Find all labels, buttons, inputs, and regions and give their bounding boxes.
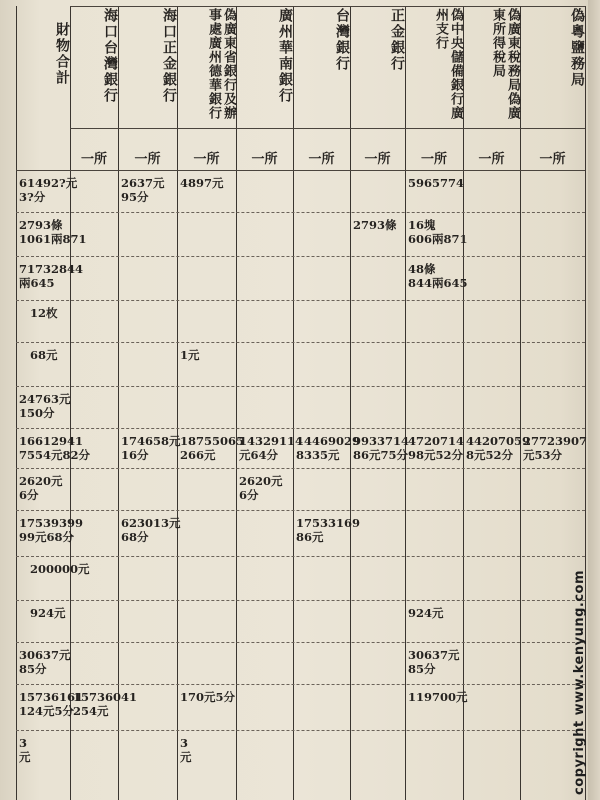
- total-cell: 2793條 1061兩871: [19, 218, 87, 246]
- row-rule: [16, 556, 585, 557]
- branch-count-haikou_taiwan: 一所: [80, 152, 107, 167]
- table-cell: 9933714 86元75分: [353, 434, 410, 462]
- total-cell: 30637元 85分: [19, 648, 71, 676]
- column-header-shokin_bank: 正金銀行: [389, 8, 405, 72]
- total-cell: 17539399 99元68分: [19, 516, 84, 544]
- total-cell: 2620元 6分: [19, 474, 63, 502]
- table-cell: 170元5分: [180, 690, 236, 704]
- table-cell: 18755065 266元: [180, 434, 245, 462]
- branch-count-shokin_bank: 一所: [364, 152, 391, 167]
- column-header-salt_bureau: 偽粵鹽務局: [569, 8, 585, 88]
- column-header-central_reserve: 偽中央儲備銀行廣州支行: [433, 8, 463, 120]
- branch-count-taiwan_bank: 一所: [308, 152, 335, 167]
- column-rule: [118, 6, 119, 800]
- row-rule: [16, 170, 585, 171]
- table-cell: 174658元 16分: [121, 434, 181, 462]
- total-cell: 15736161 124元5分: [19, 690, 84, 718]
- total-cell: 16612941 7554元82分: [19, 434, 91, 462]
- table-cell: 27723907 元53分: [523, 434, 588, 462]
- branch-count-salt_bureau: 一所: [539, 152, 566, 167]
- table-cell: 119700元: [408, 690, 468, 704]
- column-rule: [177, 6, 178, 800]
- column-rule: [405, 6, 406, 800]
- row-rule: [16, 684, 585, 685]
- column-header-tax_bureau: 偽廣東稅務局偽廣東所得稅局: [490, 8, 520, 120]
- column-header-haikou_shokin: 海口正金銀行: [161, 8, 177, 104]
- table-cell: 15736041 254元: [73, 690, 138, 718]
- table-cell: 1元: [180, 348, 200, 362]
- table-cell: 2620元 6分: [239, 474, 283, 502]
- total-cell: 61492?元 3?分: [19, 176, 78, 204]
- branch-count-guangzhou_huanan: 一所: [251, 152, 278, 167]
- copyright-watermark: copyright www.kenyung.com: [572, 569, 587, 795]
- total-cell: 12枚: [30, 306, 58, 320]
- column-rule: [463, 6, 464, 800]
- table-cell: 30637元 85分: [408, 648, 460, 676]
- column-header-taiwan_bank: 台灣銀行: [334, 8, 350, 72]
- total-cell: 68元: [30, 348, 58, 362]
- row-rule: [16, 730, 585, 731]
- branch-count-tax_bureau: 一所: [478, 152, 505, 167]
- table-cell: 5965774: [408, 176, 465, 190]
- total-cell: 3 元: [19, 736, 31, 764]
- column-rule: [350, 6, 351, 800]
- table-cell: 2793條: [353, 218, 397, 232]
- column-rule: [293, 6, 294, 800]
- total-cell: 71732844 兩645: [19, 262, 84, 290]
- row-rule: [16, 386, 585, 387]
- total-cell: 24763元 150分: [19, 392, 71, 420]
- row-rule: [16, 300, 585, 301]
- table-cell: 14329114 元64分: [239, 434, 304, 462]
- top-rule: [70, 6, 585, 7]
- row-rule: [16, 212, 585, 213]
- row-rule: [16, 428, 585, 429]
- table-cell: 17533169 86元: [296, 516, 361, 544]
- table-cell: 924元: [408, 606, 444, 620]
- row-rule: [16, 510, 585, 511]
- column-rule: [520, 6, 521, 800]
- table-cell: 48條 844兩645: [408, 262, 468, 290]
- branch-count-haikou_shokin: 一所: [134, 152, 161, 167]
- column-header-haikou_taiwan: 海口台灣銀行: [102, 8, 118, 104]
- header-rule: [70, 128, 585, 129]
- table-cell: 3 元: [180, 736, 192, 764]
- table-cell: 44207059 8元52分: [466, 434, 531, 462]
- row-rule: [16, 342, 585, 343]
- row-rule: [16, 468, 585, 469]
- table-cell: 2637元 95分: [121, 176, 165, 204]
- column-header-provincial_dehua: 偽廣東省銀行及辦事處廣州德華銀行: [206, 8, 236, 120]
- branch-count-central_reserve: 一所: [420, 152, 447, 167]
- column-header-total: 財物合計: [54, 22, 70, 86]
- table-cell: 4897元: [180, 176, 224, 190]
- column-header-guangzhou_huanan: 廣州華南銀行: [277, 8, 293, 104]
- column-rule: [236, 6, 237, 800]
- branch-count-provincial_dehua: 一所: [193, 152, 220, 167]
- row-rule: [16, 256, 585, 257]
- table-cell: 16塊 606兩871: [408, 218, 468, 246]
- table-cell: 4720714 98元52分: [408, 434, 465, 462]
- total-cell: 924元: [30, 606, 66, 620]
- table-cell: 623013元 68分: [121, 516, 181, 544]
- row-rule: [16, 600, 585, 601]
- row-rule: [16, 642, 585, 643]
- total-cell: 200000元: [30, 562, 90, 576]
- table-cell: 14469029 8335元: [296, 434, 361, 462]
